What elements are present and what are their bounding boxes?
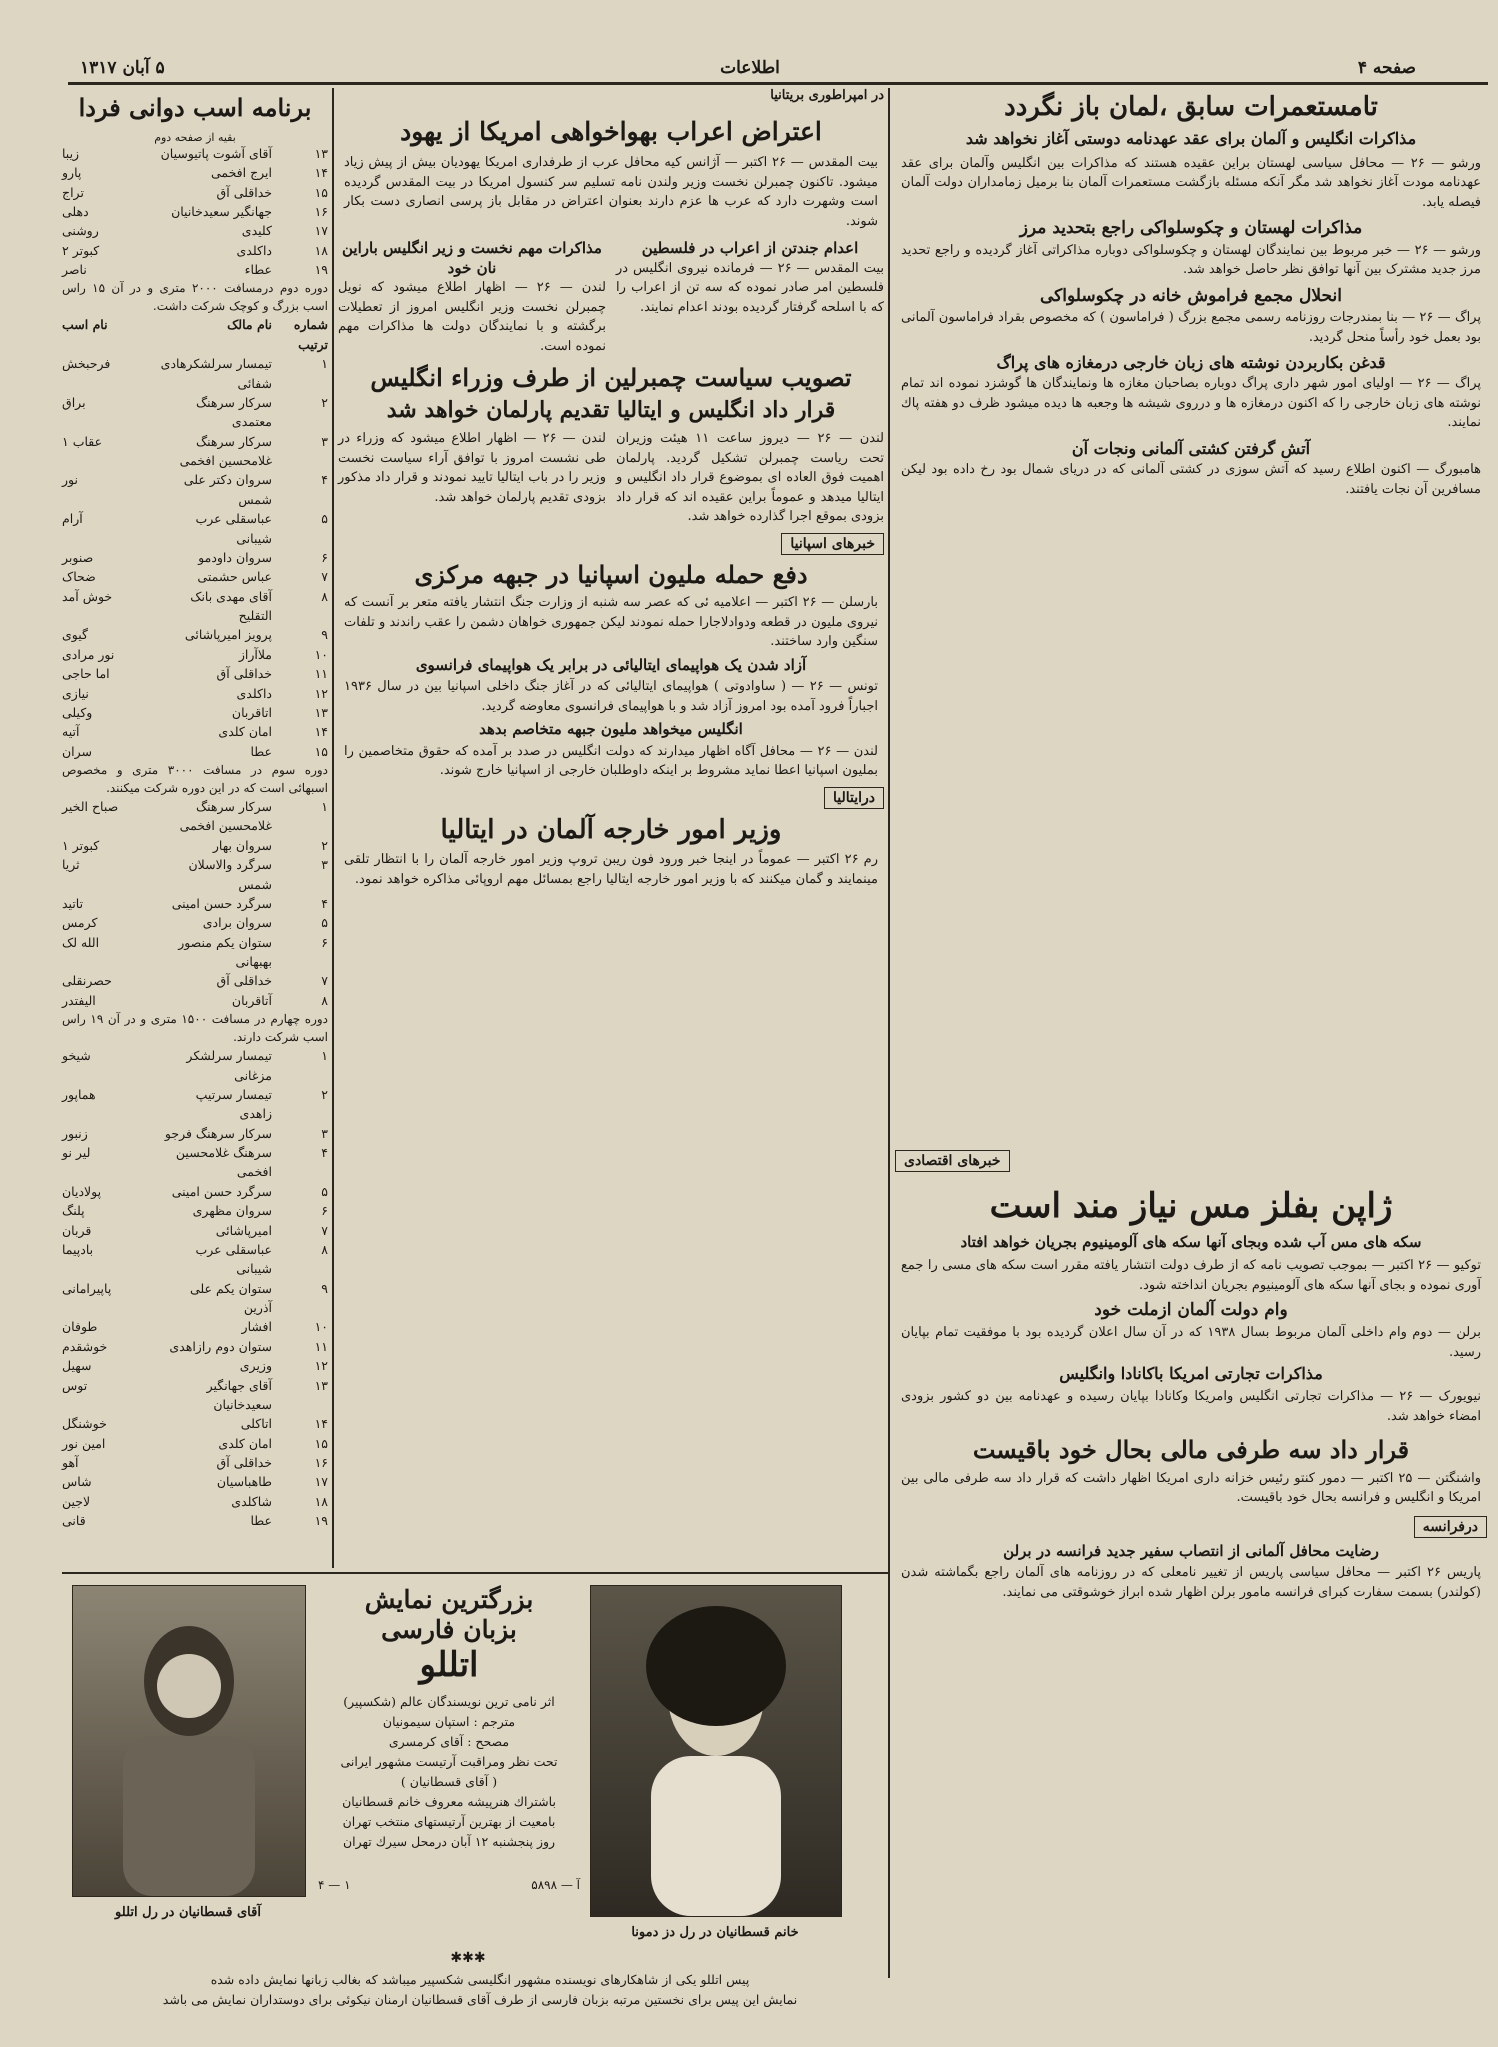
race-number: ۱۰: [314, 646, 328, 662]
owner-name: سروان داودمو: [198, 549, 272, 565]
race-row: [62, 1472, 328, 1491]
article-body: هامبورگ — اکنون اطلاع رسید که آتش سوزی در کشتی آلمانی که در دریای شمال بود رخ داده بود لیکن مسافرین آن نجات یافتند.: [901, 462, 1481, 497]
race-number: ۱۶: [314, 203, 328, 219]
race-number: ۶: [321, 934, 328, 950]
owner-name: امان کلدی: [218, 1435, 272, 1451]
race-number: ۱۷: [314, 223, 328, 239]
owner-name: آقای مهدی بانک التقلیح: [190, 588, 272, 624]
race-number: ۱۲: [314, 1358, 328, 1374]
middle-column: [338, 88, 884, 891]
race-number: ۱۳: [314, 704, 328, 720]
race-number: ۷: [321, 569, 328, 585]
article-headline: تامستعمرات سابق ،لمان باز نگردد: [1004, 92, 1378, 122]
horse-name: کرمس: [62, 915, 98, 931]
owner-name: ستوان یکم منصور بهبهانی: [178, 934, 272, 970]
article-body: نیویورک — ۲۶ — مذاکرات تجارتی انگلیس وامریکا وکانادا بپایان رسیده و عهدنامه بین دو کشور بزودی امضاء خواهد شد.: [901, 1389, 1481, 1424]
owner-name: تیمسار سرلشکرهادی شفائی: [160, 356, 272, 391]
horse-name: وکیلی: [62, 704, 93, 720]
owner-name: سرکار سرهنگ غلامحسین افخمی: [179, 433, 272, 469]
race-row: [62, 1511, 328, 1530]
article-body: توکیو — ۲۶ اکتبر — بموجب تصویب نامه که از طرف دولت انتشار یافته مقرر است سکه های مسی را جمع آوری نموده و بجای آنها سکه های آلومینیوم بجریان انداخته شود.: [901, 1258, 1481, 1293]
race-table-header: [62, 315, 328, 354]
race-intro: دوره دوم درمسافت ۲۰۰۰ متری و در آن ۱۵ راس اسب بزرگ و کوچک شرکت داشت.: [62, 281, 329, 314]
horse-name: هماپور: [62, 1086, 96, 1102]
race-number: ۱۹: [314, 262, 328, 278]
horse-name: زیبا: [62, 145, 80, 161]
article-headline: دفع حمله ملیون اسپانیا در جبهه مرکزی: [414, 559, 808, 589]
race-row: [62, 742, 328, 761]
owner-name: سروان برادی: [202, 915, 272, 931]
section-tag: درفرانسه: [1414, 1516, 1487, 1538]
ad-top-rule: [62, 1572, 888, 1574]
race-number: ۳: [321, 1125, 328, 1141]
race-row: [62, 1376, 328, 1415]
horse-name: آهو: [62, 1455, 79, 1471]
owner-name: شاکلدی: [231, 1493, 272, 1509]
race-number: ۱: [321, 356, 328, 372]
owner-name: تیمسار سرلشکر مزغانی: [186, 1048, 272, 1083]
race-number: ۶: [321, 1203, 328, 1219]
continued-note: بقیه از صفحه دوم: [154, 130, 236, 144]
owner-name: سرهنگ غلامحسین افخمی: [175, 1145, 272, 1180]
race-row: [62, 587, 328, 626]
race-row: [62, 260, 328, 279]
owner-name: عطا: [250, 1513, 272, 1529]
race-list: [62, 797, 328, 1010]
race-row: [62, 1492, 328, 1511]
article-body: تونس — ۲۶ — ( ساوادوتی ) هواپیمای ایتالیائی که در آغاز جنگ داخلی اسپانیا بین در سال ۱۹۳۶ اجباراً فرود آمده بود امروز آزاد شد و با هواپیمای فرانسوی معاوضه گردید.: [344, 679, 878, 714]
ad-title: بزرگترین نمایش: [364, 1585, 534, 1614]
owner-name: سرکار سرهنگ غلامحسین افخمی: [179, 799, 272, 834]
race-row: [62, 1317, 328, 1336]
ad-line: اثر نامی ترین نویسندگان عالم (شکسپیر): [343, 1693, 555, 1709]
ad-text: [318, 1585, 580, 1892]
article-headline: ژاپن بفلز مس نیاز مند است: [989, 1186, 1393, 1226]
owner-name: خداقلی آق: [216, 666, 272, 682]
article-body: لندن — ۲۶ — اظهار اطلاع میشود که نویل چمبرلن نخست وزیر انگلیس امروز از تعطیلات برگشته و با نمایندگان دولت ها مذاکرات مهم نموده است.: [338, 280, 606, 354]
race-row: [62, 797, 328, 836]
horse-name: شیخو: [62, 1048, 91, 1064]
article-body: رم ۲۶ اکتبر — عموماً در اینجا خبر ورود فون ریبن تروپ وزیر امور خارجه آلمان را با انتظار تلقی مینمایند و گمان میکنند که با وزیر امور خارجه ایتالیا راجع بمسائل مهم اروپائی مذاکره خواهد نمود.: [344, 852, 878, 887]
race-number: ۸: [321, 588, 328, 604]
race-number: ۱۳: [314, 145, 328, 161]
owner-name: سرگرد حسن امینی: [171, 895, 272, 911]
horse-name: توس: [62, 1377, 88, 1393]
race-row: [62, 894, 328, 913]
race-number: ۱۵: [314, 1435, 328, 1451]
race-number: ۴: [321, 472, 328, 488]
section-tag: درایتالیا: [824, 787, 884, 809]
article-body: لندن — ۲۶ — محافل آگاه اظهار میدارند که دولت انگلیس در صدد بر آمده که حقوق متخاصمین را بملیون اسپانیا اعطا نماید مشروط بر اینکه داوطلبان خارجی از اسپانیا خارج شوند.: [344, 743, 878, 779]
owner-name: آتاقربان: [231, 992, 272, 1008]
race-number: ۱۴: [314, 1416, 328, 1432]
ad-line: مترجم : استپان سیمونیان: [382, 1713, 516, 1729]
article-body: پاریس ۲۶ اکتبر — محافل سیاسی پاریس از تغییر نامعلی که در روزنامه های آلمان راجع بگماشته شدن (کولندر) بسمت سفارت کبرای فرانسه مامور برلن اظهار شده ابراز خوشوقتی می نمایند.: [901, 1565, 1481, 1600]
article-body: برلن — دوم وام داخلی آلمان مربوط بسال ۱۹۳۸ که در آن سال اعلان گردیده بود با موفقیت تمام بپایان رسید.: [901, 1325, 1481, 1360]
ad-title: بزبان فارسی: [381, 1615, 517, 1644]
race-number: ۲: [321, 394, 328, 410]
owner-name: عباسقلی عرب شیبانی: [195, 511, 272, 546]
horse-name: نور مرادی: [62, 646, 115, 662]
article-headline: اعتراض اعراب بهواخواهی امریکا از یهود: [400, 117, 822, 146]
race-list: [62, 144, 328, 280]
article-headline: وزیر امور خارجه آلمان در ایتالیا: [440, 814, 782, 845]
horse-name: براق: [62, 394, 86, 410]
race-row: [62, 548, 328, 567]
horse-name: کبوتر ۲: [62, 242, 100, 258]
owner-name: طاهباسیان: [216, 1474, 272, 1490]
article-body: بیت المقدس — ۲۶ — فرمانده نیروی انگلیس در فلسطین امر صادر نموده که سه تن از اعراب را که با اسلحه گرفتار گردیده بودند اعدام نمایند.: [616, 260, 884, 315]
owner-name: سروان مظهری: [192, 1203, 272, 1219]
ad-footer: [80, 1970, 880, 2010]
article-headline: قدغن بکاربردن نوشته های زبان خارجی درمغازه های پراگ: [996, 353, 1386, 373]
horse-name: خوشقدم: [62, 1338, 108, 1354]
race-row: [62, 1201, 328, 1220]
horse-name: ضحاک: [62, 569, 96, 585]
race-number: ۶: [321, 549, 328, 565]
horse-name: امین نور: [62, 1435, 106, 1451]
race-number: ۱: [321, 1048, 328, 1064]
race-number: ۸: [321, 992, 328, 1008]
race-row: [62, 1356, 328, 1375]
owner-name: کلیدی: [241, 223, 272, 239]
header-horse: نام اسب: [62, 317, 108, 333]
race-number: ۳: [321, 433, 328, 449]
race-row: [62, 183, 328, 202]
race-number: ۵: [321, 915, 328, 931]
race-number: ۷: [321, 1222, 328, 1238]
race-number: ۳: [321, 857, 328, 873]
masthead-rule: [68, 82, 1488, 85]
owner-name: عطاء: [244, 262, 272, 278]
race-row: [62, 991, 328, 1010]
owner-name: سرگرد والاسلان شمس: [188, 857, 272, 892]
race-number: ۱۵: [314, 743, 328, 759]
owner-name: ستوان دوم رازاهدی: [169, 1338, 272, 1354]
page-number: صفحه ۴: [1357, 58, 1416, 78]
horse-name: روشنی: [62, 223, 99, 239]
horse-name: تراج: [62, 184, 84, 200]
article-body: بیت المقدس — ۲۶ اکتبر — آژانس کیه محافل عرب از طرفداری امریکا یهودیان بیش از پیش زیاد میشود. تاکنون چمبرلن نخست وزیر ولندن نامه تسلیم سر کنسول امریکا در بیت المقدس گردیده است وشهرت دارد که عرب ها عزم دارند بعنوان اعتراض در مقابل باز پرسی انصاری دست بکار شوند.: [344, 155, 879, 229]
race-row: [62, 241, 328, 260]
race-number: ۱۰: [314, 1319, 328, 1335]
horse-name: الیفتدر: [62, 992, 96, 1008]
race-number: ۵: [321, 1183, 328, 1199]
article-body: لندن — ۲۶ — اظهار اطلاع میشود که وزراء در طی نشست امروز با توافق آراء سیاست نخست وزیر را در باب ایتالیا تایید نمودند و قرار داد مذکور بزودی تقدیم پارلمان خواهد شد.: [338, 431, 606, 505]
race-row: [62, 913, 328, 932]
race-row: [62, 567, 328, 586]
race-number: ۷: [321, 973, 328, 989]
owner-name: سروان بهار: [212, 837, 272, 853]
owner-name: ستوان یکم علی آذرین: [189, 1280, 272, 1316]
horse-name: لاجین: [62, 1493, 91, 1509]
race-row: [62, 1434, 328, 1453]
race-intro: دوره سوم در مسافت ۳۰۰۰ متری و مخصوص اسبهائی است که در این دوره شرکت میکنند.: [62, 763, 329, 796]
ad-footer-line: پیس اتللو یکی از شاهکارهای نویسنده مشهور انگلیسی شکسپیر میباشد که بغالب زبانها نمایش داده شده: [210, 1972, 750, 1987]
race-list: [62, 1046, 328, 1530]
horse-name: بادپیما: [62, 1241, 94, 1257]
section-tag: خبرهای اسپانیا: [781, 533, 884, 555]
article-body: ورشو — ۲۶ — محافل سیاسی لهستان براین عقیده هستند که مذاکرات بین انگلیس وآلمان برای عقد عهدنامه مودت آغاز نخواهد شد مگر آنکه مسئله بازگشت مستعمرات آلمان بنا برمیل زمامداران دولت آلمان فیصله یابد.: [901, 155, 1481, 210]
horse-name: خوشنگل: [62, 1416, 107, 1432]
ad-line: تحت نظر ومراقبت آرتیست مشهور ایرانی: [340, 1753, 558, 1769]
horse-name: قانی: [62, 1513, 86, 1529]
owner-name: عباس حشمتی: [197, 569, 272, 585]
race-row: [62, 1414, 328, 1433]
masthead-date: ۵ آبان ۱۳۱۷: [80, 58, 165, 78]
horse-name: دهلی: [62, 203, 89, 219]
horse-name: پاپیرامانی: [62, 1280, 112, 1296]
horse-name: سران: [62, 743, 93, 759]
race-row: [62, 684, 328, 703]
race-number: ۲: [321, 1086, 328, 1102]
article-body: پراگ — ۲۶ — بنا بمندرجات روزنامه رسمی مجمع بزرگ ( فراماسون ) که مخصوص بقراد فراماسون آلمانی بود بعمل خود رأساً منحل گردید.: [901, 310, 1481, 345]
horse-name: طوفان: [62, 1319, 98, 1335]
owner-name: عطا: [250, 743, 272, 759]
race-number: ۱۷: [314, 1474, 328, 1490]
owner-name: ملاآراز: [238, 646, 272, 662]
race-row: [62, 393, 328, 432]
race-number: ۹: [321, 1280, 328, 1296]
left-column: [62, 88, 328, 1531]
race-number: ۹: [321, 627, 328, 643]
horse-name: صباح الخیر: [62, 799, 119, 815]
race-row: [62, 1221, 328, 1240]
race-row: [62, 354, 328, 393]
race-row: [62, 836, 328, 855]
horse-name: حصرنقلی: [62, 973, 112, 989]
race-row: [62, 645, 328, 664]
article-subheadline: سکه های مس آب شده وبجای آنها سکه های آلومینیوم بجریان خواهد افتاد: [960, 1232, 1422, 1251]
horse-name: الله لک: [62, 934, 100, 950]
owner-name: سرگرد حسن امینی: [171, 1183, 272, 1199]
race-number: ۱۱: [314, 1338, 328, 1354]
article-headline: مذاکرات لهستان و چکوسلواکی راجع بتحدید مرز: [1019, 218, 1363, 239]
owner-name: امان کلدی: [218, 724, 272, 740]
actor-photo-right: [590, 1585, 842, 1917]
article-subheadline: مذاکرات انگلیس و آلمان برای عقد عهدنامه دوستی آغاز نخواهد شد: [965, 129, 1417, 149]
race-row: [62, 703, 328, 722]
horse-name: ناصر: [62, 262, 87, 278]
economic-section: [895, 1150, 1487, 1604]
paper-title: اطلاعات: [720, 58, 780, 78]
race-number: ۱۲: [314, 685, 328, 701]
woman-portrait-icon: [591, 1586, 841, 1916]
race-row: [62, 163, 328, 182]
article-body: بارسلن — ۲۶ اکتبر — اعلامیه ئی که عصر سه شنبه از وزارت جنگ انتشار یافته متعر بر آنست که نیروی ملیون در قطعه ودوادلاجارا حمله نمودند لیکن جمهوری خواهان دشمن را عقب راندند و تلفات سنگین وارد ساختند.: [344, 595, 879, 650]
owner-name: آقای جهانگیر سعیدخانیان: [206, 1377, 272, 1412]
actor-photo-left: [72, 1585, 306, 1897]
caption-left: آقای قسطانیان در رل اتللو: [115, 1905, 261, 1920]
race-row: [62, 202, 328, 221]
horse-name: کبوتر ۱: [62, 837, 100, 853]
owner-name: اتاقربان: [231, 704, 272, 720]
race-row: [62, 1085, 328, 1124]
horse-name: خوش آمد: [62, 588, 113, 604]
race-row: [62, 722, 328, 741]
horse-name: گیوی: [62, 627, 88, 643]
right-column: [895, 88, 1487, 501]
column-rule: [332, 88, 334, 1568]
race-number: ۴: [321, 1145, 328, 1161]
race-row: [62, 144, 328, 163]
owner-name: سرکار سرهنگ فرجو: [164, 1125, 272, 1141]
race-number: ۱۸: [314, 1493, 328, 1509]
owner-name: سروان دکتر علی شمس: [183, 472, 272, 507]
caption-mid: خانم قسطانیان در رل دز دمونا: [631, 1925, 799, 1940]
race-row: [62, 625, 328, 644]
owner-name: پرویز امیرپاشائی: [184, 627, 272, 643]
horse-name: آرام: [62, 511, 83, 527]
horse-name: فرحبخش: [62, 356, 111, 372]
article-headline: آتش گرفتن کشتی آلمانی ونجات آن: [1071, 438, 1311, 458]
owner-name: داکلدی: [236, 685, 272, 701]
race-row: [62, 432, 328, 471]
column-rule: [888, 88, 890, 1978]
article-body: لندن — ۲۶ — دیروز ساعت ۱۱ هیئت وزیران تحت ریاست چمبرلن تشکیل گردید. پارلمان اهمیت فوق العاده ای بموضوع قرار داد انگلیس و ایتالیا میدهد و عموماً براین عقیده اند که قرار داد بزودی بموقع اجرا گذارده خواهد شد.: [616, 431, 884, 525]
article-body: ورشو — ۲۶ — خبر مربوط بین نمایندگان لهستان و چکوسلواکی دوباره مذاکراتی آغاز گردیده و راجع تحدید مرز جدید مشترک بین آنها توافق نظر حاصل خواهد شد.: [901, 242, 1481, 278]
ad-line: باشتراك هنرپیشه معروف خانم قسطانیان: [342, 1793, 556, 1809]
ad-line: بامعیت از بهترین آرتیستهای منتخب تهران: [342, 1813, 556, 1829]
article-headline: انحلال مجمع فراموش خانه در چکوسلواکی: [1040, 285, 1342, 306]
race-number: ۲: [321, 837, 328, 853]
section-tag: خبرهای اقتصادی: [895, 1150, 1010, 1172]
horse-name: تاتید: [62, 895, 84, 911]
man-portrait-icon: [73, 1586, 305, 1896]
horse-name: قربان: [62, 1222, 92, 1238]
race-row: [62, 1046, 328, 1085]
race-row: [62, 1279, 328, 1318]
ad-title: اتللو: [419, 1645, 479, 1685]
ad-line: مصحح : آقای کرمسری: [388, 1733, 510, 1749]
article-headline: انگلیس میخواهد ملیون جبهه متخاصم بدهد: [479, 720, 743, 739]
ad-line: ( آقای قسطانیان ): [400, 1773, 498, 1789]
race-number: ۱۱: [314, 666, 328, 682]
article-headline: آزاد شدن یک هواپیمای ایتالیائی در برابر یک هواپیمای فرانسوی: [415, 655, 807, 674]
race-row: [62, 933, 328, 972]
race-row: [62, 470, 328, 509]
owner-name: خداقلی آق: [216, 184, 272, 200]
ad-stars: ✱✱✱: [450, 1950, 486, 1966]
header-number: شماره ترتیب: [293, 317, 328, 352]
article-headline: تصویب سیاست چمبرلین از طرف وزراء انگلیس: [370, 363, 852, 392]
race-row: [62, 664, 328, 683]
article-headline: قرار داد سه طرفی مالی بحال خود باقیست: [972, 1435, 1410, 1465]
race-number: ۵: [321, 511, 328, 527]
race-row: [62, 1124, 328, 1143]
race-number: ۱۴: [314, 724, 328, 740]
header-owner: نام مالک: [227, 317, 272, 333]
horse-name: پلنگ: [62, 1203, 85, 1219]
owner-name: خداقلی آق: [216, 1455, 272, 1471]
article-body: پراگ — ۲۶ — اولیای امور شهر داری پراگ دوباره بصاحبان مغازه ها ونمایندگان ها گوشزد نموده اند تمام نوشته های زبان خارجی را که اکنون درمغازه ها و درروی شیشه ها وجعبه ها دیده میشود ظرف دو هفته پاك نمایند.: [901, 376, 1482, 431]
section-tag: در امپراطوری بریتانیا: [770, 88, 884, 103]
race-list: [62, 354, 328, 761]
owner-name: خداقلی آق: [216, 973, 272, 989]
horse-name: لیر نو: [62, 1145, 91, 1161]
horse-name: نیازی: [62, 685, 89, 701]
race-number: ۱: [321, 799, 328, 815]
horse-name: سهیل: [62, 1358, 92, 1374]
race-number: ۱۵: [314, 184, 328, 200]
race-row: [62, 509, 328, 548]
owner-name: امیرپاشائی: [215, 1222, 272, 1238]
owner-name: جهانگیر سعیدخانیان: [171, 203, 272, 219]
owner-name: تیمسار سرتیپ زاهدی: [195, 1086, 272, 1122]
horse-name: عقاب ۱: [62, 433, 103, 449]
horse-name: ثریا: [62, 857, 80, 873]
article-headline: اعدام جندتن از اعراب در فلسطین: [641, 239, 859, 257]
horse-name: اما حاجی: [62, 666, 110, 682]
ad-footer-line: نمایش این پیس برای نخستین مرتبه بزبان فارسی از طرف آقای قسطانیان ارمنان نیکوئی برای دوستداران نمایش می باشد: [162, 1992, 798, 2007]
owner-name: داکلدی: [236, 242, 272, 258]
article-headline: برنامه اسب دوانی فردا: [78, 93, 312, 122]
article-headline: مذاکرات مهم نخست و زیر انگلیس باراین نان خود: [342, 239, 602, 277]
race-row: [62, 1337, 328, 1356]
race-number: ۴: [321, 895, 328, 911]
owner-name: عباسقلی عرب شیبانی: [195, 1241, 272, 1277]
article-headline: قرار داد انگلیس و ایتالیا تقدیم پارلمان خواهد شد: [386, 396, 836, 423]
owner-name: وزیری: [239, 1358, 272, 1374]
race-row: [62, 221, 328, 240]
horse-name: آتیه: [62, 724, 80, 740]
owner-name: اتاکلی: [240, 1416, 272, 1432]
article-headline: وام دولت آلمان ازملت خود: [1094, 1300, 1288, 1321]
race-number: ۸: [321, 1241, 328, 1257]
race-intro: دوره چهارم در مسافت ۱۵۰۰ متری و در آن ۱۹ راس اسب شرکت دارند.: [62, 1012, 328, 1045]
horse-name: صنوبر: [62, 549, 94, 565]
race-number: ۱۶: [314, 1455, 328, 1471]
race-number: ۱۴: [314, 165, 328, 181]
race-row: [62, 855, 328, 894]
horse-name: نور: [62, 472, 78, 488]
ad-code: آ — ۵۸۹۸: [531, 1877, 580, 1892]
race-row: [62, 1143, 328, 1182]
owner-name: ایرج افخمی: [210, 165, 272, 181]
race-row: [62, 1182, 328, 1201]
article-headline: مذاکرات تجارتی امریکا باکانادا وانگلیس: [1059, 1364, 1323, 1384]
race-number: ۱۸: [314, 242, 328, 258]
owner-name: افشار: [241, 1319, 272, 1335]
ad-code: ۱ — ۴: [318, 1877, 351, 1892]
horse-name: پولادیان: [62, 1183, 102, 1199]
race-row: [62, 1453, 328, 1472]
race-number: ۱۳: [314, 1377, 328, 1393]
article-headline: رضایت محافل آلمانی از انتصاب سفیر جدید فرانسه در برلن: [1003, 1541, 1379, 1560]
race-row: [62, 1240, 328, 1279]
race-number: ۱۹: [314, 1513, 328, 1529]
horse-name: زنبور: [62, 1125, 88, 1141]
horse-name: پارو: [62, 165, 82, 181]
article-body: واشنگتن — ۲۵ اکتبر — دمور کنتو رئیس خزانه داری امریکا اظهار داشت که قرار داد سه طرفی مالی بین امریکا و انگلیس و فرانسه بحال خود باقیست.: [901, 1470, 1481, 1506]
owner-name: سرکار سرهنگ معتمدی: [195, 394, 272, 430]
race-row: [62, 971, 328, 990]
ad-line: روز پنجشنبه ۱۲ آبان درمحل سیرك تهران: [342, 1833, 556, 1849]
horse-name: شاس: [62, 1474, 92, 1490]
owner-name: آقای آشوت پاتیوسیان: [160, 145, 272, 161]
